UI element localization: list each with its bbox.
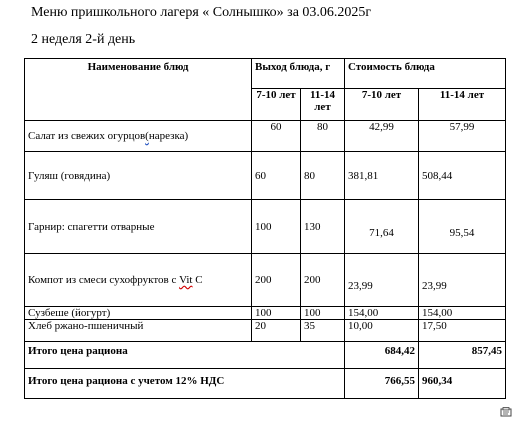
yield-a: 200 xyxy=(252,254,301,307)
total-vat-label: Итого цена рациона с учетом 12% НДС xyxy=(25,369,345,399)
total-vat-cost-b: 960,34 xyxy=(419,369,506,399)
dish-name: Гуляш (говядина) xyxy=(25,152,252,200)
menu-table xyxy=(24,58,506,399)
yield-b: 80 xyxy=(301,121,345,152)
dish-name xyxy=(25,254,252,307)
yield-a: 60 xyxy=(252,152,301,200)
dish-name xyxy=(25,121,252,152)
table-row xyxy=(25,200,506,254)
dish-name-marked: ( xyxy=(145,130,149,142)
cost-b: 57,99 xyxy=(419,121,506,152)
yield-a: 100 xyxy=(252,307,301,320)
yield-a: 100 xyxy=(252,200,301,254)
dish-name-text-post: C xyxy=(192,274,203,286)
yield-b: 100 xyxy=(301,307,345,320)
dish-name: Хлеб ржано-пшеничный xyxy=(25,320,252,342)
table-row xyxy=(25,121,506,152)
header-cost-age-a: 7-10 лет xyxy=(345,89,419,121)
cost-a: 23,99 xyxy=(345,254,419,307)
total-cost-b: 857,45 xyxy=(419,342,506,369)
table-row xyxy=(25,320,506,342)
dish-name-marked: Vit xyxy=(179,274,193,286)
table-row xyxy=(25,254,506,307)
header-cost-age-b: 11-14 лет xyxy=(419,89,506,121)
page-title: Меню пришкольного лагеря « Солнышко» за 03.06.2025г xyxy=(31,5,372,20)
dish-name-text-post: нарезка) xyxy=(148,130,189,142)
cost-b: 17,50 xyxy=(419,320,506,342)
table-row xyxy=(25,152,506,200)
yield-a: 60 xyxy=(252,121,301,152)
cost-b: 95,54 xyxy=(419,200,506,254)
paste-options-icon-graphic xyxy=(500,407,512,417)
header-yield: Выход блюда, г xyxy=(252,59,345,89)
dish-name-text: Компот из смеси сухофруктов с xyxy=(28,274,180,286)
cost-b: 508,44 xyxy=(419,152,506,200)
header-cost: Стоимость блюда xyxy=(345,59,506,89)
yield-b: 130 xyxy=(301,200,345,254)
cost-b: 23,99 xyxy=(419,254,506,307)
yield-b: 200 xyxy=(301,254,345,307)
page-subtitle: 2 неделя 2-й день xyxy=(31,32,136,47)
dish-name: Сузбеше (йогурт) xyxy=(25,307,252,320)
dish-name-text: Салат из свежих огурцов xyxy=(28,130,146,142)
total-label: Итого цена рациона xyxy=(25,342,345,369)
yield-b: 80 xyxy=(301,152,345,200)
total-vat-cost-a: 766,55 xyxy=(345,369,419,399)
paste-options-icon[interactable] xyxy=(500,407,512,417)
yield-a: 20 xyxy=(252,320,301,342)
table-row xyxy=(25,307,506,320)
cost-a: 381,81 xyxy=(345,152,419,200)
cost-a: 42,99 xyxy=(345,121,419,152)
table-header-row xyxy=(25,59,506,89)
total-vat-row xyxy=(25,369,506,399)
total-cost-a: 684,42 xyxy=(345,342,419,369)
header-dish-name: Наименование блюд xyxy=(25,59,252,121)
header-yield-age-b: 11-14 лет xyxy=(301,89,345,121)
total-row xyxy=(25,342,506,369)
cost-a: 10,00 xyxy=(345,320,419,342)
cost-a: 154,00 xyxy=(345,307,419,320)
cost-a: 71,64 xyxy=(345,200,419,254)
cost-b: 154,00 xyxy=(419,307,506,320)
dish-name: Гарнир: спагетти отварные xyxy=(25,200,252,254)
header-yield-age-a: 7-10 лет xyxy=(252,89,301,121)
yield-b: 35 xyxy=(301,320,345,342)
